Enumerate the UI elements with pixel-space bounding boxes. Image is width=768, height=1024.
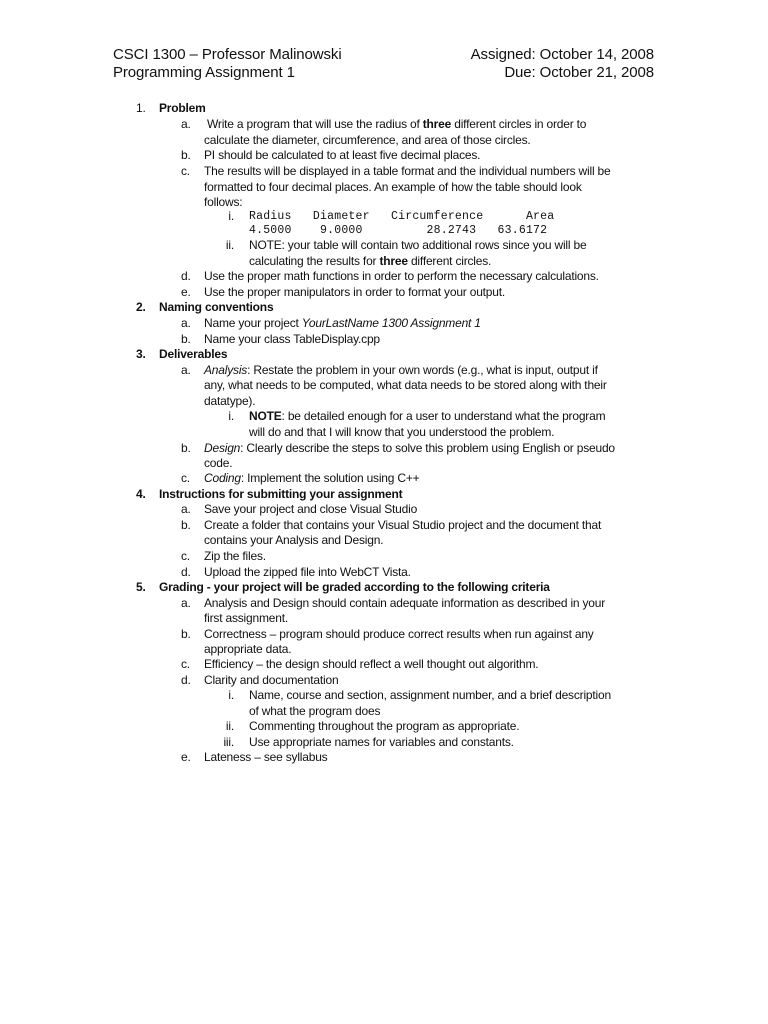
analysis-note-line-2: will do and that I will know that you understood the problem. — [249, 425, 555, 439]
sub-item-label: i. — [228, 688, 234, 702]
header-line-1 — [113, 46, 654, 64]
sub-item-label: i. — [228, 409, 234, 423]
bold-text: three — [422, 117, 452, 131]
item-label: a. — [181, 117, 191, 131]
deliverables-item-a-line-2: any, what needs to be computed, what data needs to be stored along with their — [204, 378, 607, 392]
text-run: : Restate the problem in your own words (e.g., what is input, output if — [247, 363, 598, 377]
text-run: different circles. — [407, 254, 492, 268]
section-title-naming: Naming conventions — [159, 300, 274, 314]
item-label: d. — [181, 269, 191, 283]
problem-item-a-line-1 — [207, 117, 586, 133]
item-label: b. — [181, 441, 191, 455]
deliverables-item-b-line-1 — [204, 441, 615, 457]
item-label: b. — [181, 148, 191, 162]
item-label: c. — [181, 164, 190, 178]
section-number: 5. — [136, 580, 146, 594]
naming-item-b: Name your class TableDisplay.cpp — [204, 332, 380, 346]
deliverables-item-b-line-2: code. — [204, 456, 233, 470]
problem-item-d: Use the proper math functions in order to perform the necessary calculations. — [204, 269, 599, 283]
instructions-item-c: Zip the files. — [204, 549, 266, 563]
grading-item-e: Lateness – see syllabus — [204, 750, 328, 764]
instructions-item-b-line-2: contains your Analysis and Design. — [204, 533, 384, 547]
note-line-2 — [249, 254, 491, 270]
grading-item-b-line-1: Correctness – program should produce correct results when run against any — [204, 627, 594, 641]
sub-item-label: iii. — [223, 735, 234, 749]
clarity-item-iii: Use appropriate names for variables and constants. — [249, 735, 514, 749]
item-label: c. — [181, 657, 190, 671]
naming-item-a — [204, 316, 481, 332]
item-label: a. — [181, 316, 191, 330]
analysis-note-line-1 — [249, 409, 605, 425]
bold-text: NOTE — [249, 409, 282, 423]
assigned-date: Assigned: October 14, 2008 — [470, 46, 654, 63]
grading-item-d: Clarity and documentation — [204, 673, 339, 687]
item-label: c. — [181, 471, 190, 485]
section-number: 4. — [136, 487, 146, 501]
problem-item-e: Use the proper manipulators in order to format your output. — [204, 285, 506, 299]
item-label: e. — [181, 285, 191, 299]
clarity-item-ii: Commenting throughout the program as appropriate. — [249, 719, 520, 733]
grading-item-a-line-2: first assignment. — [204, 611, 288, 625]
grading-item-b-line-2: appropriate data. — [204, 642, 292, 656]
item-label: b. — [181, 518, 191, 532]
italic-text: Design — [204, 441, 241, 455]
italic-text: YourLastName 1300 Assignment 1 — [301, 316, 481, 330]
instructions-item-d: Upload the zipped file into WebCT Vista. — [204, 565, 411, 579]
grading-item-c: Efficiency – the design should reflect a well thought out algorithm. — [204, 657, 539, 671]
grading-item-a-line-1: Analysis and Design should contain adequate information as described in your — [204, 596, 606, 610]
item-label: b. — [181, 332, 191, 346]
header-line-2 — [113, 64, 654, 82]
item-label: a. — [181, 363, 191, 377]
section-number: 1. — [136, 101, 146, 115]
bold-text: three — [379, 254, 408, 268]
clarity-item-i-line-1: Name, course and section, assignment number, and a brief description — [249, 688, 611, 702]
instructions-item-b-line-1: Create a folder that contains your Visual Studio project and the document that — [204, 518, 602, 532]
item-label: d. — [181, 565, 191, 579]
item-label: e. — [181, 750, 191, 764]
text-run: different circles in order to — [451, 117, 587, 131]
text-run: : Implement the solution using C++ — [240, 471, 420, 485]
text-run: : Clearly describe the steps to solve this problem using English or pseudo — [240, 441, 615, 455]
section-title-grading: Grading - your project will be graded according to the following criteria — [159, 580, 550, 594]
text-run: : be detailed enough for a user to understand what the program — [281, 409, 606, 423]
problem-item-b: PI should be calculated to at least five decimal places. — [204, 148, 481, 162]
example-table-header: Radius Diameter Circumference Area — [249, 210, 555, 223]
text-run: Name your project — [204, 316, 302, 330]
item-label: c. — [181, 549, 190, 563]
note-line-1: NOTE: your table will contain two additional rows since you will be — [249, 238, 587, 252]
deliverables-item-c — [204, 471, 419, 487]
section-title-deliverables: Deliverables — [159, 347, 228, 361]
problem-item-c-line-2: formatted to four decimal places. An example of how the table should look — [204, 180, 582, 194]
text-run: calculating the results for — [249, 254, 380, 268]
sub-item-label: i. — [228, 209, 234, 223]
item-label: d. — [181, 673, 191, 687]
due-date: Due: October 21, 2008 — [504, 64, 654, 81]
problem-item-c-line-1: The results will be displayed in a table format and the individual numbers will be — [204, 164, 611, 178]
section-number: 3. — [136, 347, 146, 361]
assignment-title: Programming Assignment 1 — [113, 64, 295, 81]
instructions-item-a: Save your project and close Visual Studio — [204, 502, 418, 516]
deliverables-item-a-line-3: datatype). — [204, 394, 256, 408]
italic-text: Analysis — [204, 363, 248, 377]
item-label: a. — [181, 502, 191, 516]
sub-item-label: ii. — [225, 719, 234, 733]
problem-item-a-line-2: calculate the diameter, circumference, and area of those circles. — [204, 133, 531, 147]
clarity-item-i-line-2: of what the program does — [249, 704, 381, 718]
sub-item-label: ii. — [225, 238, 234, 252]
italic-text: Coding — [204, 471, 241, 485]
deliverables-item-a-line-1 — [204, 363, 598, 379]
course-title: CSCI 1300 – Professor Malinowski — [113, 46, 342, 63]
problem-item-c-line-3: follows: — [204, 195, 243, 209]
item-label: b. — [181, 627, 191, 641]
text-run: Write a program that will use the radius of — [207, 117, 423, 131]
section-title-instructions: Instructions for submitting your assignment — [159, 487, 403, 501]
section-title-problem: Problem — [159, 101, 206, 115]
item-label: a. — [181, 596, 191, 610]
example-table-row: 4.5000 9.0000 28.2743 63.6172 — [249, 224, 548, 237]
section-number: 2. — [136, 300, 146, 314]
